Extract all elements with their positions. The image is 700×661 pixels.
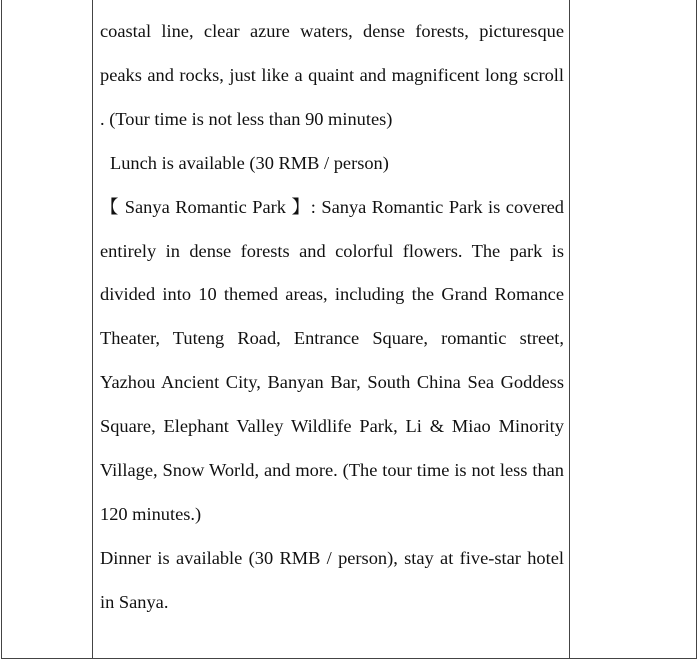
paragraph-lunch: Lunch is available (30 RMB / person) xyxy=(110,152,389,173)
paragraph-romantic-park: 【 Sanya Romantic Park 】: Sanya Romantic Park is covered entirely in dense forests and colorful flowers. The park is divided into 10 themed areas, including the Grand Romance Theater, Tuteng Road, Entrance Square, romantic street, Yazhou Ancient City, Banyan Bar, South China Sea Goddess Square, Elephant Valley Wildlife Park, Li & Miao Minority Village, Snow World, and more. (The tour time is not less than 120 minutes.) xyxy=(100,196,564,524)
itinerary-cell xyxy=(100,10,564,625)
paragraph-dinner-hotel: Dinner is available (30 RMB / person), stay at five-star hotel in Sanya. xyxy=(100,547,564,612)
paragraph-scenic-tour: coastal line, clear azure waters, dense forests, picturesque peaks and rocks, just like a quaint and magnificent long scroll . (Tour time is not less than 90 minutes) xyxy=(100,21,564,129)
itinerary-table xyxy=(1,0,697,659)
table-column-divider-right xyxy=(569,0,570,658)
table-column-divider-left xyxy=(92,0,93,658)
